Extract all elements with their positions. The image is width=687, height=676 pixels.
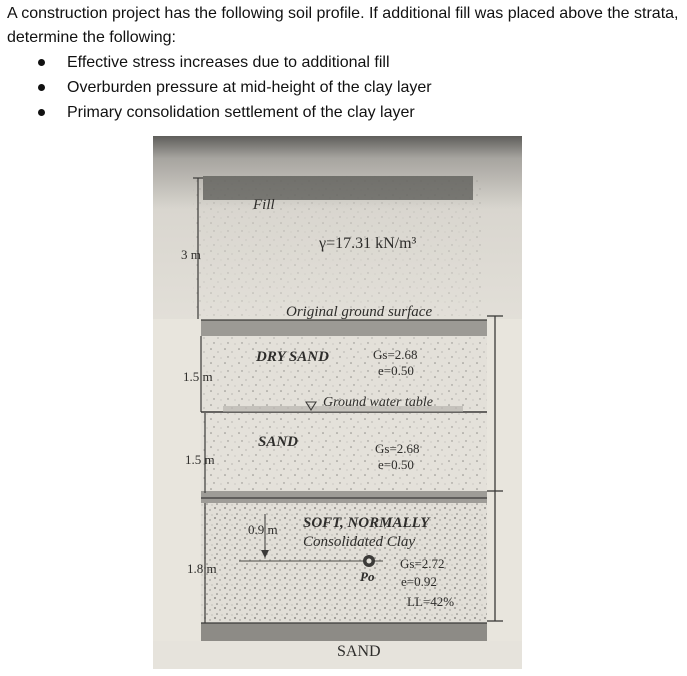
dry-sand-thickness: 1.5 m — [183, 369, 213, 384]
question-item-effective-stress: Effective stress increases due to additional fill — [67, 50, 685, 75]
dry-sand-e: e=0.50 — [378, 363, 414, 378]
fill-unit-weight: γ=17.31 kN/m³ — [319, 235, 417, 252]
sand-gs: Gs=2.68 — [375, 441, 420, 456]
clay-thickness: 1.8 m — [187, 561, 217, 576]
dry-sand-label: DRY SAND — [256, 349, 329, 365]
question-item-overburden-pressure: Overburden pressure at mid-height of the clay layer — [67, 75, 685, 100]
question-text — [7, 2, 685, 125]
bottom-sand-label: SAND — [337, 643, 381, 660]
clay-gs: Gs=2.72 — [400, 556, 445, 571]
water-table-label: Ground water table — [323, 395, 433, 410]
question-item-consolidation-settlement: Primary consolidation settlement of the clay layer — [67, 100, 685, 125]
question-intro: A construction project has the following soil profile. If additional fill was placed above the strata, determine the following: — [7, 5, 679, 46]
clay-mid-depth: 0.9 m — [248, 522, 278, 537]
fill-label: Fill — [253, 197, 275, 213]
clay-e: e=0.92 — [401, 574, 437, 589]
sand-thickness: 1.5 m — [185, 452, 215, 467]
dry-sand-gs: Gs=2.68 — [373, 347, 418, 362]
clay-label-line2: Consolidated Clay — [303, 534, 416, 550]
ground-surface-label: Original ground surface — [286, 304, 433, 320]
clay-label-line1: SOFT, NORMALLY — [303, 515, 430, 531]
fill-thickness: 3 m — [181, 247, 201, 262]
sand-label: SAND — [258, 434, 299, 450]
ground-surface-band — [201, 320, 487, 336]
clay-ll: LL=42% — [407, 594, 455, 609]
sand-e: e=0.50 — [378, 457, 414, 472]
soil-profile-figure — [153, 136, 522, 669]
clay-point-label: Po — [360, 569, 375, 584]
question-list — [7, 50, 685, 125]
